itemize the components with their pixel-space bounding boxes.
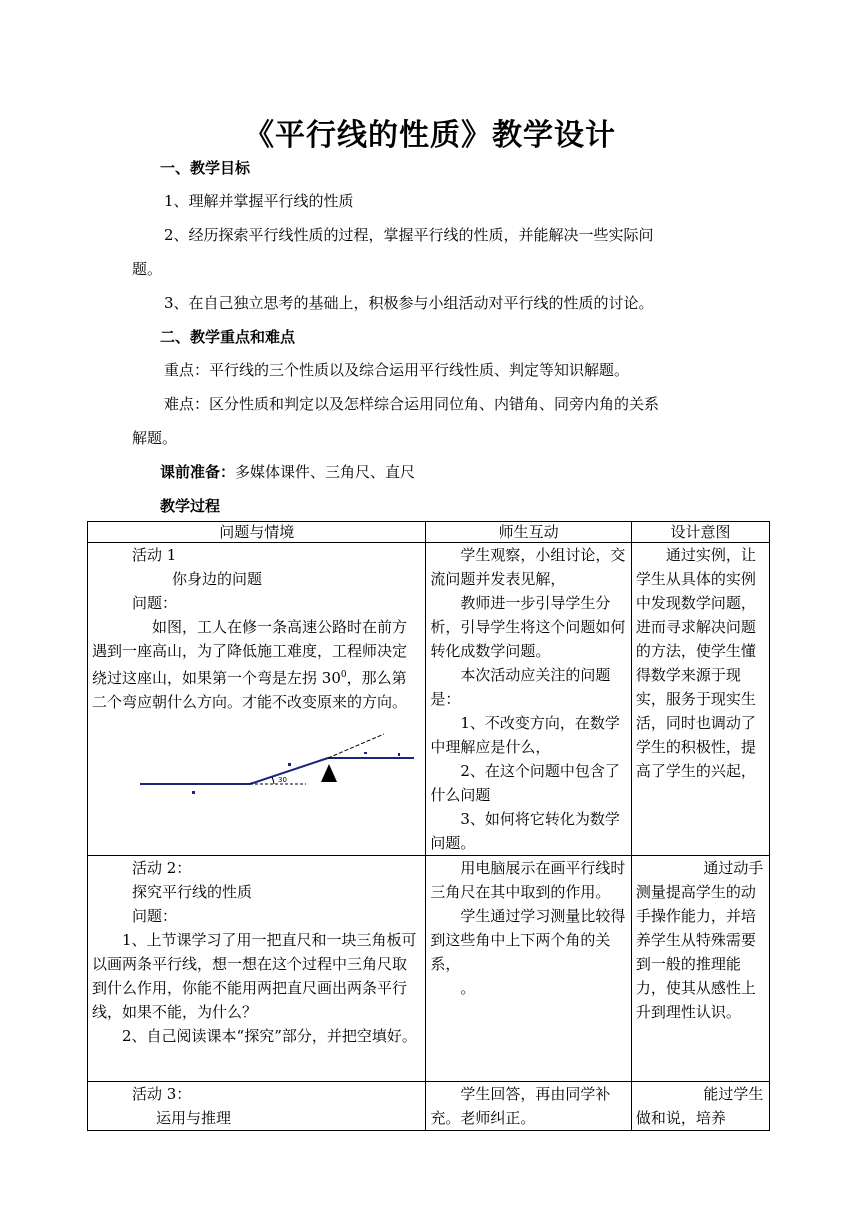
row1-intent: 通过实例，让学生从具体的实例中发现数学问题，进而寻求解决问题的方法，使学生懂得数学来源于现实，服务于现实生活，同时也调动了学生的积极性，提高了学生的兴起， [635,546,756,780]
prep-text: 多媒体课件、三角尺、直尺 [235,463,416,481]
row3-interaction: 学生回答，再由同学补充。老师纠正。 [430,1085,611,1127]
row3-activity: 活动 3： [132,1085,192,1103]
point-marker-b [288,763,291,766]
page-title: 《平行线的性质》教学设计 [244,118,616,153]
goal-1: 1、理解并掌握平行线的性质 [164,192,354,210]
row1-interaction-5: 2、在这个问题中包含了什么问题 [430,762,620,804]
process-heading: 教学过程 [160,497,221,515]
prep-label: 课前准备： [160,463,236,481]
row1-interaction-2: 教师进一步引导学生分析，引导学生将这个问题如何转化成数学问题。 [430,594,626,660]
row3-intent-cell [631,1082,769,1131]
table-row [88,543,770,856]
row2-question-2: 2、自己阅读课本“探究”部分，并把空填好。 [122,1027,417,1045]
goal-3: 3、在自己独立思考的基础上，积极参与小组活动对平行线的性质的讨论。 [164,294,654,312]
key-point: 重点：平行线的三个性质以及综合运用平行线性质、判定等知识解题。 [164,361,630,379]
row1-question-label: 问题： [132,594,178,612]
goal-2-line-2: 题。 [132,260,163,278]
key-heading: 二、教学重点和难点 [160,328,296,346]
row1-subtitle: 你身边的问题 [172,570,263,588]
table-row [88,1082,770,1131]
angle-label: 30 [278,776,287,784]
row1-interaction-cell [426,543,632,856]
row2-interaction-cell [426,856,632,1082]
angle-arc [272,777,274,784]
row2-problem-cell [88,856,426,1082]
road-segment-middle [250,758,328,784]
row2-interaction-3: 。 [460,979,476,997]
header-interaction: 师生互动 [426,522,632,543]
row2-question-label: 问题： [132,907,178,925]
row1-question-text-sup: 0 [340,670,347,680]
road-diagram [92,720,414,800]
row1-interaction-3: 本次活动应关注的问题是： [430,666,611,708]
difficulty-line-1: 难点：区分性质和判定以及怎样综合运用同位角、内错角、同旁内角的关系 [164,395,660,413]
difficulty-line-2: 解题。 [132,429,178,447]
point-marker-a [192,791,195,794]
row1-question-text [92,615,425,714]
row2-subtitle: 探究平行线的性质 [132,883,253,901]
row1-interaction-4: 1、不改变方向，在数学中理解应是什么， [430,714,620,756]
row2-question-1: 1、上节课学习了用一把直尺和一块三角板可以画两条平行线，想一想在这个过程中三角尺取到什么作用，你能不能用两把直尺画出两条平行线，如果不能，为什么？ [92,931,417,1021]
goals-heading: 一、教学目标 [160,159,251,177]
row1-activity: 活动 1 [132,546,177,564]
extension-line-2 [328,734,384,758]
row3-interaction-cell [426,1082,632,1131]
row2-activity: 活动 2： [132,859,192,877]
row3-intent: 能过学生做和说，培养 [635,1085,764,1127]
point-marker-c [364,752,367,754]
row1-interaction-6: 3、如何将它转化为数学问题。 [430,810,620,852]
row1-intent-cell [631,543,769,856]
row2-intent-cell [631,856,769,1082]
row1-question-text-before: 如图，工人在修一条高速公路时在前方遇到一座高山，为了降低施工难度，工程师决定绕过这座山，如果第一个弯是左拐 30 [92,618,408,687]
table-row [88,856,770,1082]
mountain-triangle-icon [321,764,337,782]
goal-2-line-1: 2、经历探索平行线性质的过程，掌握平行线的性质，并能解决一些实际问 [164,226,654,244]
point-marker-d [398,753,400,756]
header-problem: 问题与情境 [88,522,426,543]
row2-interaction-1: 用电脑展示在画平行线时三角尺在其中取到的作用。 [430,859,626,901]
row2-interaction-2: 学生通过学习测量比较得到这些角中上下两个角的关系， [430,907,626,973]
row1-question-text-after: ，那么第二个弯应朝什么方向。才能不改变原来的方向。 [92,669,408,711]
table-header-row [88,522,770,543]
teaching-process-table [87,521,770,1131]
row3-subtitle: 运用与推理 [156,1109,232,1127]
row3-problem-cell [88,1082,426,1131]
row2-intent: 通过动手测量提高学生的动手操作能力，并培养学生从特殊需要到一般的推理能力，使其从感性上升到理性认识。 [635,859,764,1021]
row1-problem-cell [88,543,426,856]
row1-interaction-1: 学生观察，小组讨论，交流问题并发表见解， [430,546,626,588]
header-intent: 设计意图 [631,522,769,543]
prep-line [160,461,415,482]
